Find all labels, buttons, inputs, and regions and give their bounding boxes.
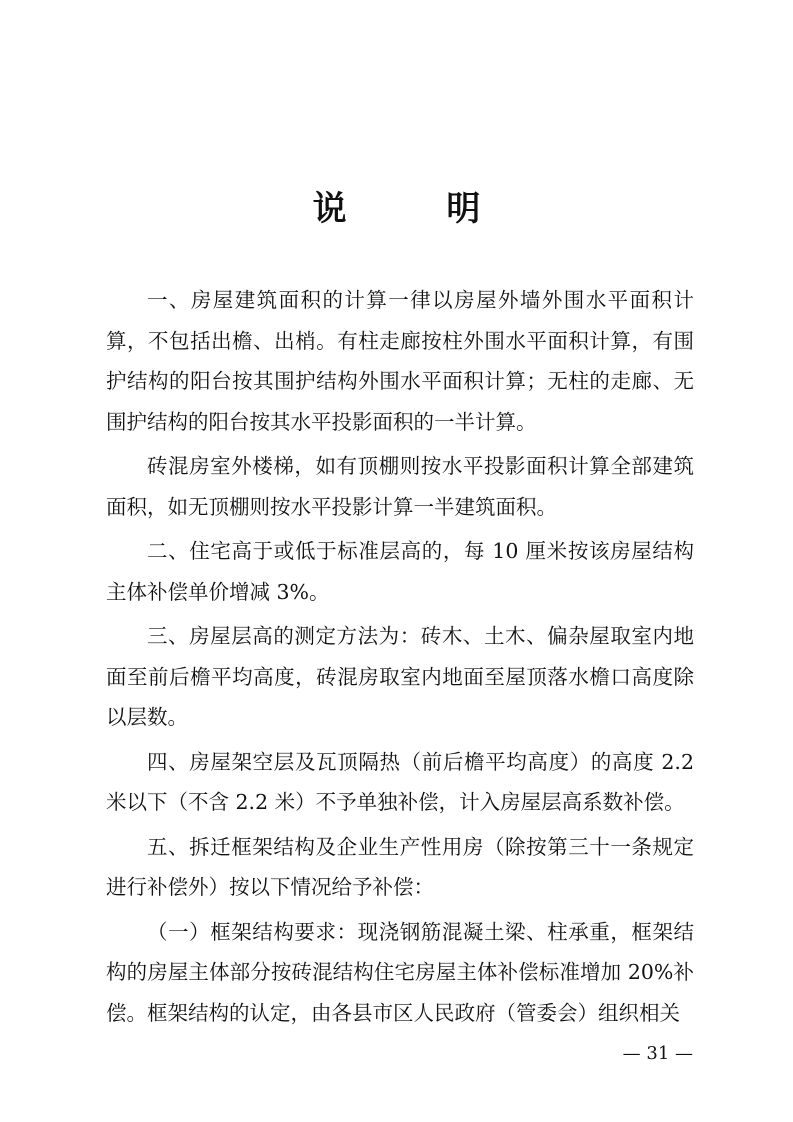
page-title: 说 明 bbox=[312, 189, 525, 229]
paragraph-4: 三、房屋层高的测定方法为：砖木、土木、偏杂屋取室内地面至前后檐平均高度，砖混房取室内地面至屋顶落水檐口高度除以层数。 bbox=[106, 624, 694, 729]
page-number: — 31 — bbox=[622, 1043, 693, 1064]
document-body bbox=[106, 280, 694, 1033]
paragraph-3: 二、住宅高于或低于标准层高的，每 10 厘米按该房屋结构主体补偿单价增减 3%。 bbox=[106, 539, 694, 604]
paragraph-5: 四、房屋架空层及瓦顶隔热（前后檐平均高度）的高度 2.2 米以下（不含 2.2 米）不予单独补偿，计入房屋层高系数补偿。 bbox=[106, 749, 694, 814]
paragraph-7: （一）框架结构要求：现浇钢筋混凝土梁、柱承重，框架结构的房屋主体部分按砖混结构住宅房屋主体补偿标准增加 20%补偿。框架结构的认定，由各县市区人民政府（管委会）组织相关 bbox=[106, 919, 694, 1025]
paragraph-1: 一、房屋建筑面积的计算一律以房屋外墙外围水平面积计算，不包括出檐、出梢。有柱走廊按柱外围水平面积计算，有围护结构的阳台按其围护结构外围水平面积计算；无柱的走廊、无围护结构的阳台按其水平投影面积的一半计算。 bbox=[106, 288, 694, 434]
paragraph-2: 砖混房室外楼梯，如有顶棚则按水平投影面积计算全部建筑面积，如无顶棚则按水平投影计算一半建筑面积。 bbox=[106, 454, 694, 519]
paragraph-6: 五、拆迁框架结构及企业生产性用房（除按第三十一条规定进行补偿外）按以下情况给予补偿： bbox=[106, 834, 694, 899]
